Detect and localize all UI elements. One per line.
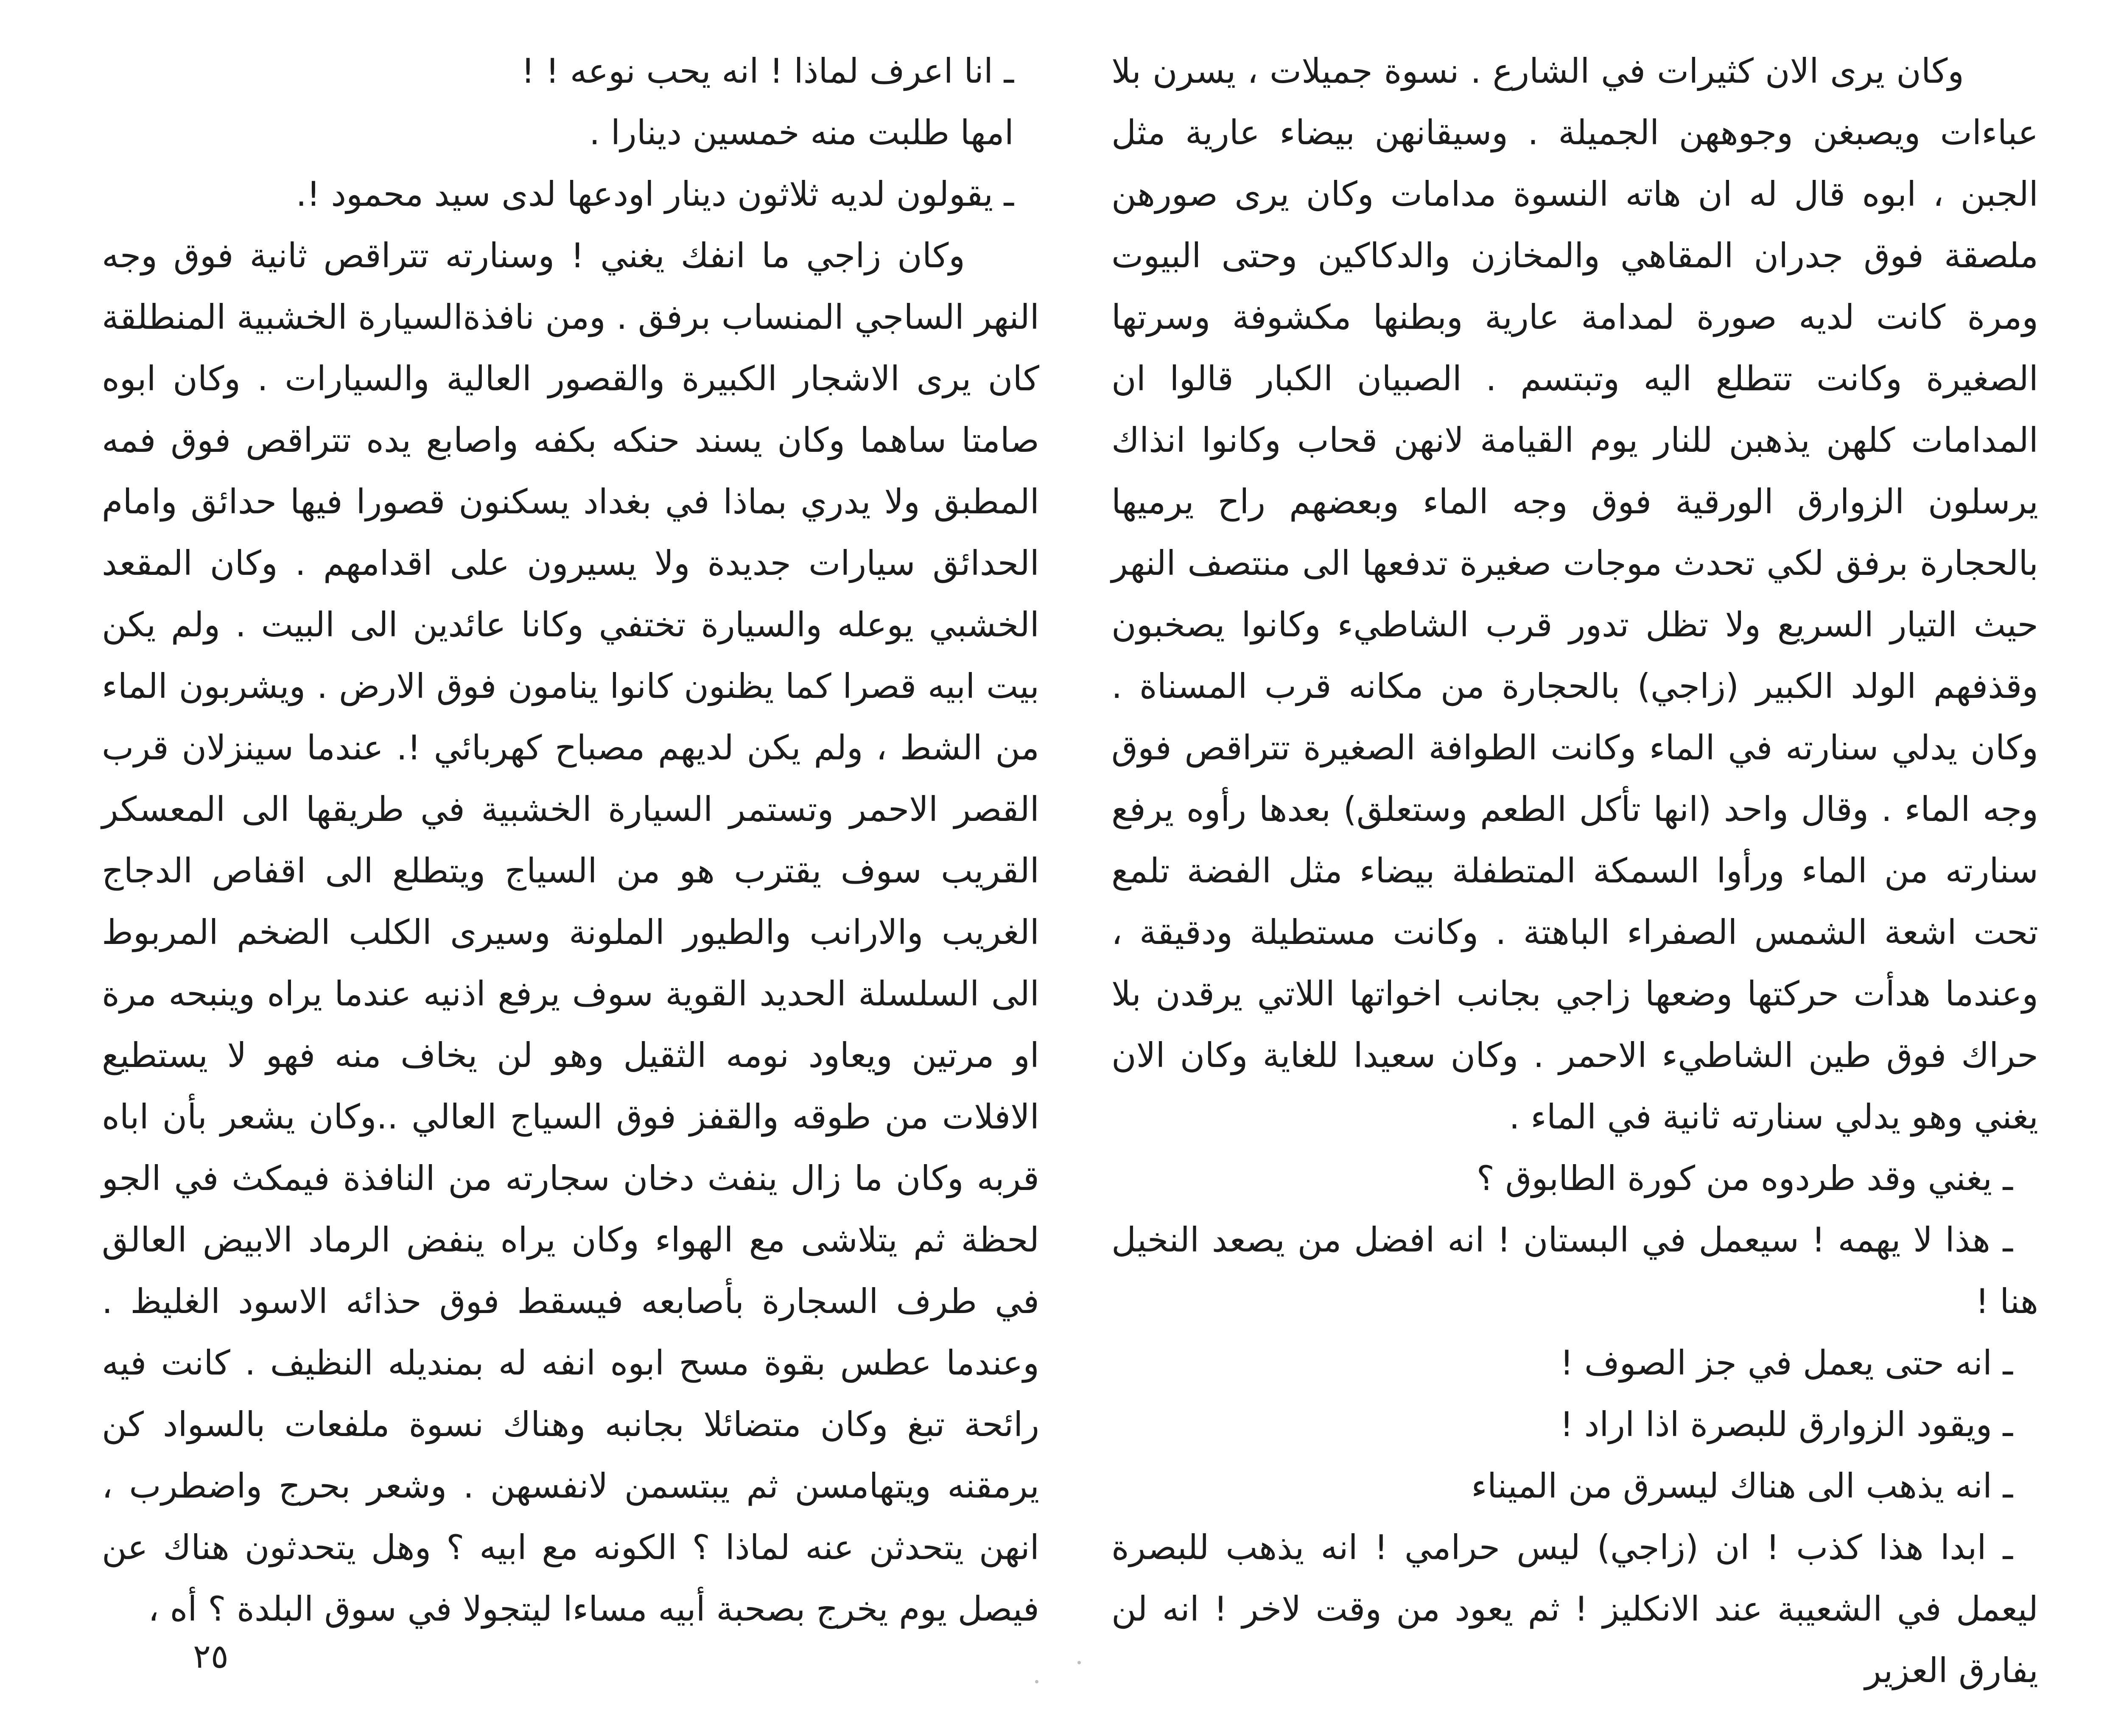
left-text-column: [91, 40, 1039, 1640]
dialogue-line: ـ ابدا هذا كذب ! ان (زاجي) ليس حرامي ! انه يذهب للبصرة ليعمل في الشعيبة عند الانكليز ! ثم يعود من وقت لاخر ! انه لن يفارق العزير: [1100, 1528, 2038, 1690]
dialogue-line: ـ انه حتى يعمل في جز الصوف !: [1560, 1343, 2013, 1383]
dialogue-line: ـ ويقود الزوارق للبصرة اذا اراد !: [1560, 1405, 2013, 1444]
paper-speck: [1035, 1680, 1038, 1683]
left-paragraph: وكان زاجي ما انفك يغني ! وسنارته تتراقص ثانية فوق وجه النهر الساجي المنساب برفق . ومن نافذةالسيارة الخشبية المنطلقة كان يرى الاشجار الكبيرة والقصور العالية والسيارات . وكان ابوه صامتا ساهما وكان يسند حنكه بكفه واصابع يده تتراقص فوق فمه المطبق ولا يدري بماذا في بغداد يسكنون قصورا فيها حدائق وامام الحدائق سيارات جديدة ولا يسيرون على اقدامهم . وكان المقعد الخشبي يوعله والسيارة تختفي وكانا عائدين الى البيت . ولم يكن بيت ابيه قصرا كما يظنون كانوا ينامون فوق الارض . ويشربون الماء من الشط ، ولم يكن لديهم مصباح كهربائي !. عندما سينزلان قرب القصر الاحمر وتستمر السيارة الخشبية في طريقها الى المعسكر القريب سوف يقترب هو من السياج ويتطلع الى اقفاص الدجاج الغريب والارانب والطيور الملونة وسيرى الكلب الضخم المربوط الى السلسلة الحديد القوية سوف يرفع اذنيه عندما يراه وينبحه مرة او مرتين ويعاود نومه الثقيل وهو لن يخاف منه فهو لا يستطيع الافلات من طوقه والقفز فوق السياج العالي ..وكان يشعر بأن اباه قربه وكان ما زال ينفث دخان سجارته من النافذة فيمكث في الجو لحظة ثم يتلاشى مع الهواء وكان يراه ينفض الرماد الابيض العالق في طرف السجارة بأصابعه فيسقط فوق حذائه الاسود الغليظ . وعندما عطس بقوة مسح ابوه انفه له بمنديله النظيف . كانت فيه رائحة تبغ وكان متضائلا بجانبه وهناك نسوة ملفعات بالسواد كن يرمقنه ويتهامسن ثم يبتسمن لانفسهن . وشعر بحرج واضطرب ، انهن يتحدثن عنه لماذا ؟ الكونه مع ابيه ؟ وهل يتحدثون هناك عن فيصل يوم يخرج بصحبة أبيه مساءا ليتجولا في سوق البلدة ؟ أه ،: [91, 236, 1039, 1629]
page-number: ٢٥: [193, 1638, 229, 1676]
paper-speck: [1077, 1661, 1081, 1664]
dialogue-line: ـ هذا لا يهمه ! سيعمل في البستان ! انه افضل من يصعد النخيل هنا !: [1100, 1220, 2038, 1321]
right-text-column: [1100, 40, 2038, 1701]
dialogue-line: ـ انا اعرف لماذا ! انه يحب نوعه ! !: [521, 51, 1014, 91]
dialogue-line: ـ انه يذهب الى هناك ليسرق من الميناء: [1471, 1466, 2013, 1506]
dialogue-line: ـ يغني وقد طردوه من كورة الطابوق ؟: [1476, 1159, 2013, 1198]
dialogue-line: امها طلبت منه خمسين دينارا .: [589, 113, 1014, 152]
dialogue-line: ـ يقولون لديه ثلاثون دينار اودعها لدى سيد محمود !.: [296, 174, 1014, 214]
right-paragraph: وكان يرى الان كثيرات في الشارع . نسوة جميلات ، يسرن بلا عباءات ويصبغن وجوههن الجميلة . وسيقانهن بيضاء عارية مثل الجبن ، ابوه قال له ان هاته النسوة مدامات وكان يرى صورهن ملصقة فوق جدران المقاهي والمخازن والدكاكين وحتى البيوت ومرة كانت لديه صورة لمدامة عارية وبطنها مكشوفة وسرتها الصغيرة وكانت تتطلع اليه وتبتسم . الصبيان الكبار قالوا ان المدامات كلهن يذهبن للنار يوم القيامة لانهن قحاب وكانوا انذاك يرسلون الزوارق الورقية فوق وجه الماء وبعضهم راح يرميها بالحجارة برفق لكي تحدث موجات صغيرة تدفعها الى منتصف النهر حيث التيار السريع ولا تظل تدور قرب الشاطيء وكانوا يصخبون وقذفهم الولد الكبير (زاجي) بالحجارة من مكانه قرب المسناة . وكان يدلي سنارته في الماء وكانت الطوافة الصغيرة تتراقص فوق وجه الماء . وقال واحد (انها تأكل الطعم وستعلق) بعدها رأوه يرفع سنارته من الماء ورأوا السمكة المتطفلة بيضاء مثل الفضة تلمع تحت اشعة الشمس الصفراء الباهتة . وكانت مستطيلة ودقيقة ، وعندما هدأت حركتها وضعها زاجي بجانب اخواتها اللاتي يرقدن بلا حراك فوق طين الشاطيء الاحمر . وكان سعيدا للغاية وكان الان يغني وهو يدلي سنارته ثانية في الماء .: [1100, 51, 2038, 1137]
